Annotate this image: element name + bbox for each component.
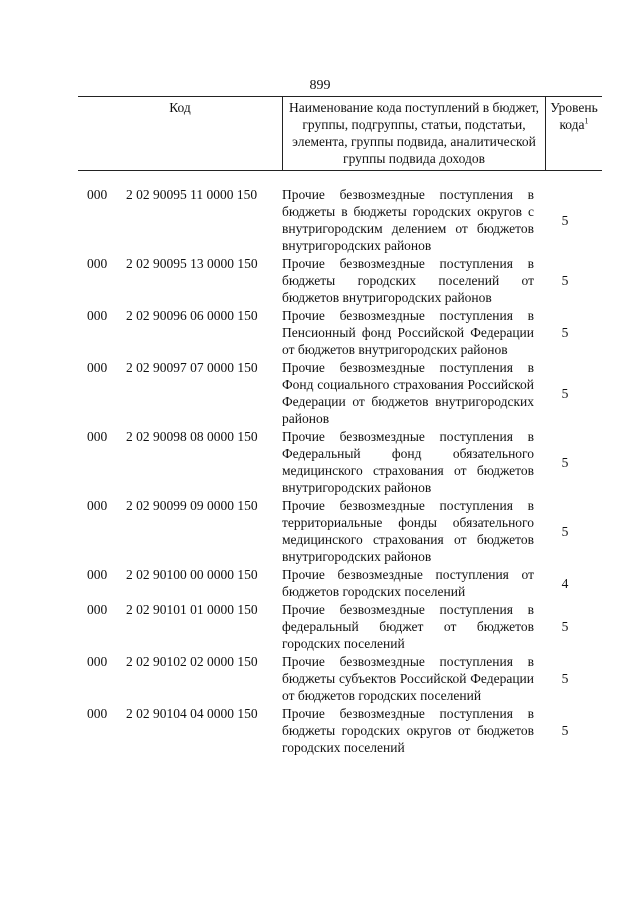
row-name: Прочие безвозмездные поступления в бюджеты городских поселений от бюджетов внутригородских районов (282, 256, 534, 305)
row-name: Прочие безвозмездные поступления от бюджетов городских поселений (282, 567, 534, 599)
table-header (78, 96, 602, 171)
row-prefix: 000 (87, 567, 108, 582)
row-name: Прочие безвозмездные поступления в федеральный бюджет от бюджетов городских поселений (282, 602, 534, 651)
row-code: 2 02 90095 11 0000 150 (126, 187, 258, 202)
row-name: Прочие безвозмездные поступления в бюджеты в бюджеты городских округов с внутригородским делением от бюджетов внутригородских районов (282, 187, 534, 253)
row-level: 5 (561, 619, 569, 634)
table-body (78, 186, 596, 757)
header-name: Наименование кода поступлений в бюджет, группы, подгруппы, статьи, подстатьи, элемента, группы подвида, аналитической группы подвида доходов (283, 97, 546, 171)
row-code: 2 02 90101 01 0000 150 (126, 602, 258, 617)
table-row (78, 653, 596, 704)
header-level-footnote: 1 (584, 116, 589, 126)
row-code: 2 02 90102 02 0000 150 (126, 654, 258, 669)
row-name: Прочие безвозмездные поступления в Федеральный фонд обязательного медицинского страхования от бюджетов внутригородских районов (282, 429, 534, 495)
row-prefix: 000 (87, 498, 108, 513)
table-row (78, 705, 596, 756)
table-row (78, 359, 596, 427)
row-name: Прочие безвозмездные поступления в Фонд социального страхования Российской Федерации от бюджетов внутригородских районов (282, 360, 534, 426)
row-code: 2 02 90097 07 0000 150 (126, 360, 258, 375)
row-prefix: 000 (87, 429, 108, 444)
row-prefix: 000 (87, 308, 108, 323)
row-code: 2 02 90098 08 0000 150 (126, 429, 258, 444)
row-prefix: 000 (87, 602, 108, 617)
row-name: Прочие безвозмездные поступления в территориальные фонды обязательного медицинского страхования от бюджетов внутригородских районов (282, 498, 534, 564)
row-prefix: 000 (87, 706, 108, 721)
row-prefix: 000 (87, 187, 108, 202)
table-row (78, 186, 596, 254)
row-prefix: 000 (87, 256, 108, 271)
page-number: 899 (309, 78, 331, 93)
row-name: Прочие безвозмездные поступления в бюджеты городских округов от бюджетов городских поселений (282, 706, 534, 755)
row-level: 5 (561, 523, 569, 539)
row-level: 5 (561, 325, 569, 340)
table-row (78, 307, 596, 358)
row-level: 5 (561, 273, 569, 288)
row-code: 2 02 90099 09 0000 150 (126, 498, 258, 513)
header-level-label: Уровень кода (550, 100, 598, 132)
row-code: 2 02 90100 00 0000 150 (126, 567, 258, 582)
header-level (546, 97, 603, 171)
row-level: 4 (561, 575, 569, 591)
row-code: 2 02 90096 06 0000 150 (126, 308, 258, 323)
row-code: 2 02 90104 04 0000 150 (126, 706, 258, 721)
row-name: Прочие безвозмездные поступления в Пенсионный фонд Российской Федерации от бюджетов внутригородских районов (282, 308, 534, 357)
table-row (78, 497, 596, 565)
row-level: 5 (561, 385, 569, 401)
table-row (78, 601, 596, 652)
row-prefix: 000 (87, 654, 108, 669)
row-level: 5 (561, 671, 569, 686)
row-code: 2 02 90095 13 0000 150 (126, 256, 258, 271)
table-row (78, 566, 596, 600)
row-level: 5 (561, 212, 569, 228)
header-code: Код (78, 97, 283, 171)
table-row (78, 255, 596, 306)
row-name: Прочие безвозмездные поступления в бюджеты субъектов Российской Федерации от бюджетов городских поселений (282, 654, 534, 703)
table-row (78, 428, 596, 496)
row-level: 5 (561, 723, 569, 738)
row-level: 5 (561, 454, 569, 470)
row-prefix: 000 (87, 360, 108, 375)
